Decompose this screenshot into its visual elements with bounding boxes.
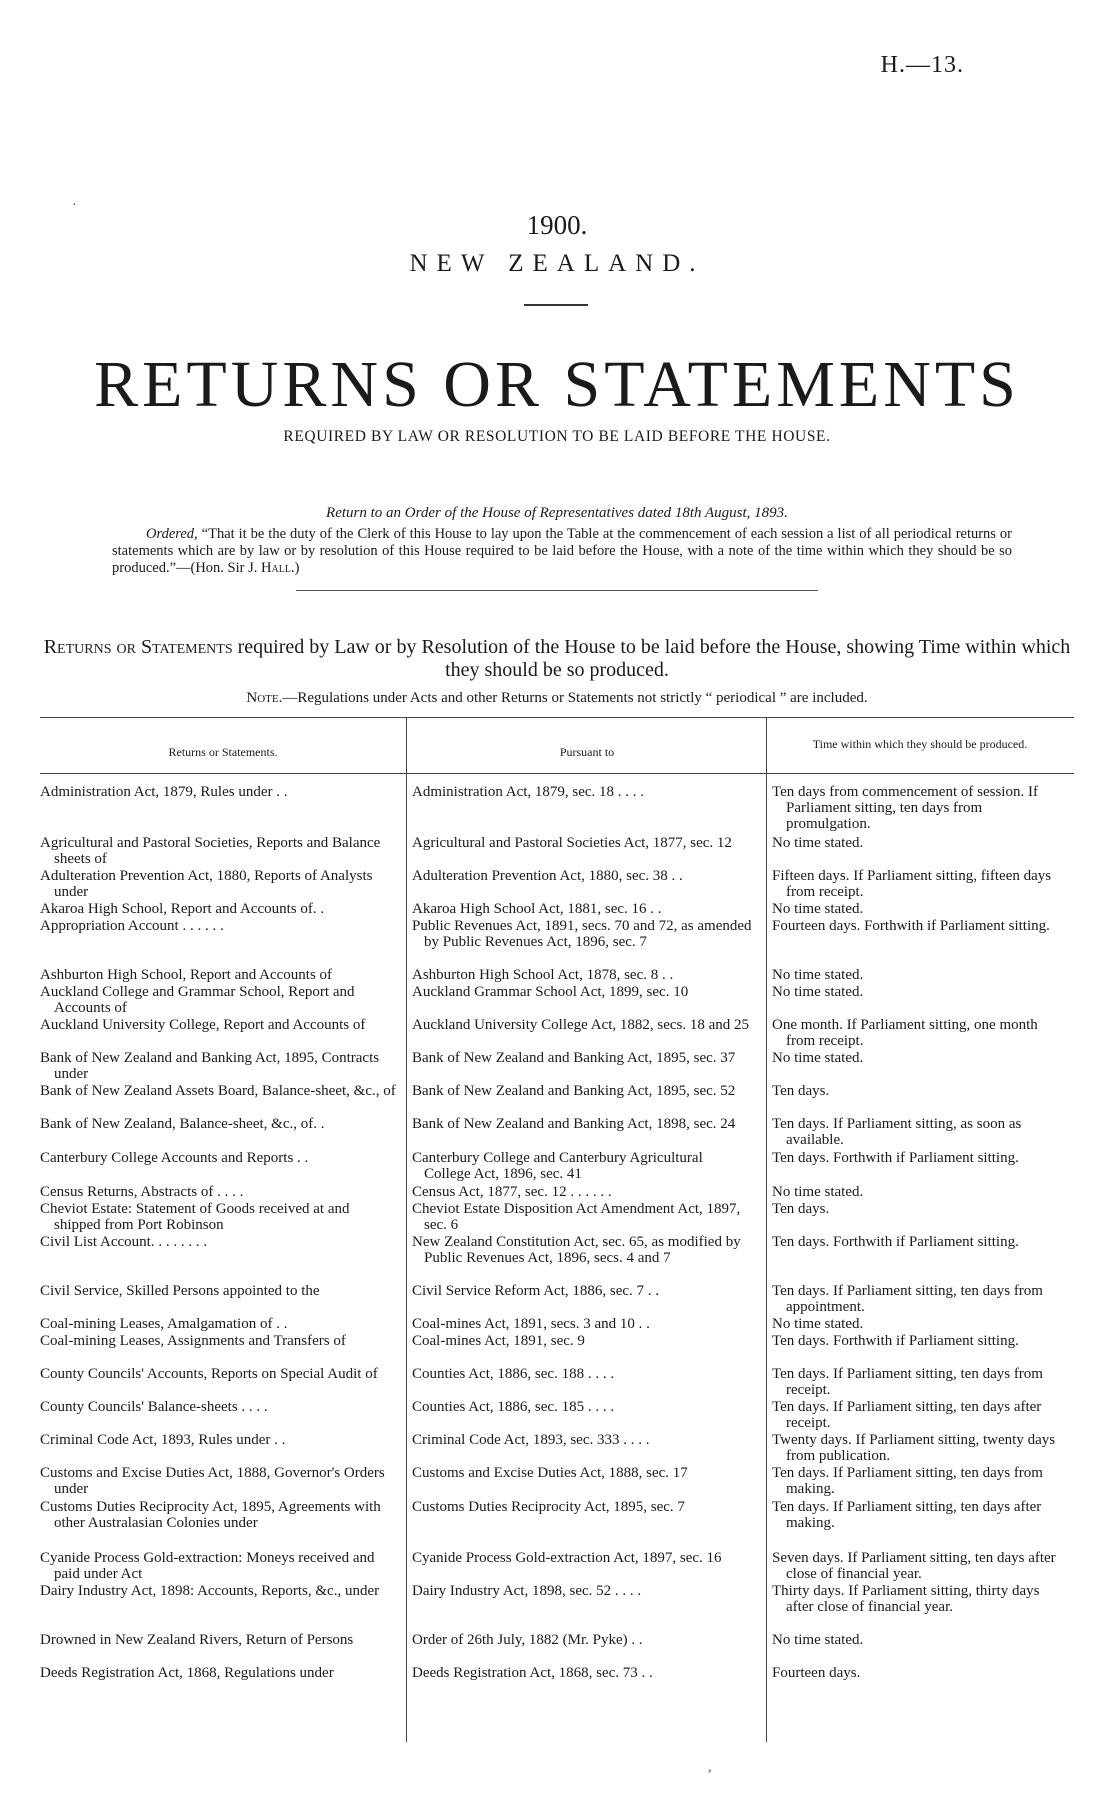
column-divider [406, 717, 407, 1742]
pursuant-to-cell [412, 1499, 752, 1515]
divider [296, 590, 818, 591]
return-statement-cell-text: Criminal Code Act, 1893, Rules under . . [40, 1432, 286, 1448]
time-cell-text: Seven days. If Parliament sitting, ten days after close of financial year. [772, 1550, 1056, 1582]
return-statement-cell-text: County Councils' Balance-sheets . . . . [40, 1399, 268, 1415]
table-title-rest: required by Law or by Resolution of the House to be laid before the House, showing Time within which they should be so produced. [237, 636, 1071, 681]
time-cell-text: Ten days. Forthwith if Parliament sitting. [772, 1234, 1019, 1250]
return-statement-cell [40, 1201, 398, 1233]
pursuant-to-cell-text: New Zealand Constitution Act, sec. 65, as modified by Public Revenues Act, 1896, secs. 4 and 7 [412, 1234, 741, 1266]
return-statement-cell [40, 1665, 398, 1681]
table-title-lead: Returns or Statements [43, 636, 233, 658]
return-statement-cell-text: Deeds Registration Act, 1868, Regulations under [40, 1665, 334, 1681]
return-statement-cell-text: Bank of New Zealand, Balance-sheet, &c., of. . [40, 1116, 325, 1132]
time-cell-text: No time stated. [772, 1050, 864, 1066]
return-statement-cell-text: Cheviot Estate: Statement of Goods received at and shipped from Port Robinson [40, 1201, 350, 1233]
ordered-label: Ordered, [146, 526, 198, 542]
time-cell-text: One month. If Parliament sitting, one month from receipt. [772, 1017, 1038, 1049]
pursuant-to-cell-text: Coal-mines Act, 1891, secs. 3 and 10 . . [412, 1316, 650, 1332]
note-text: —Regulations under Acts and other Returns or Statements not strictly “ periodical ” are included. [282, 690, 868, 706]
time-cell [772, 1234, 1057, 1250]
return-statement-cell-text: Adulteration Prevention Act, 1880, Reports of Analysts under [40, 868, 373, 900]
scan-speck: , [708, 1760, 712, 1775]
return-statement-cell-text: Dairy Industry Act, 1898: Accounts, Reports, &c., under [40, 1583, 380, 1599]
time-cell-text: Ten days. If Parliament sitting, ten days after making. [772, 1499, 1042, 1531]
return-statement-cell [40, 1184, 398, 1200]
return-statement-cell [40, 1432, 398, 1448]
pursuant-to-cell [412, 1234, 752, 1266]
column-header-pursuant: Pursuant to [559, 745, 615, 759]
pursuant-to-cell-text: Cyanide Process Gold-extraction Act, 1897, sec. 16 [412, 1550, 722, 1566]
column-header-time: Time within which they should be produced. [812, 737, 1028, 751]
pursuant-to-cell-text: Dairy Industry Act, 1898, sec. 52 . . . . [412, 1583, 642, 1599]
time-cell [772, 1017, 1057, 1049]
time-cell-text: Ten days. If Parliament sitting, as soon as available. [772, 1116, 1022, 1148]
time-cell-text: Ten days. Forthwith if Parliament sitting. [772, 1150, 1019, 1166]
pursuant-to-cell [412, 1150, 752, 1182]
time-cell [772, 835, 1057, 851]
ordered-paragraph [112, 526, 1012, 577]
page-id: H.—13. [880, 52, 964, 78]
return-statement-cell-text: Cyanide Process Gold-extraction: Moneys received and paid under Act [40, 1550, 375, 1582]
ordered-text: “That it be the duty of the Clerk of this House to lay upon the Table at the commencement of each session a list of all periodical returns or statements which are by law or by resolution of this House required to be laid before the House, with a note of the time within which they should be so produced.”—(Hon. Sir J. [112, 526, 1012, 576]
pursuant-to-cell [412, 868, 752, 884]
time-cell [772, 901, 1057, 917]
time-cell [772, 868, 1057, 900]
pursuant-to-cell [412, 1632, 752, 1648]
return-statement-cell [40, 1632, 398, 1648]
pursuant-to-cell [412, 835, 752, 851]
time-cell [772, 1432, 1057, 1464]
return-statement-cell-text: Bank of New Zealand and Banking Act, 1895, Contracts under [40, 1050, 380, 1082]
time-cell [772, 1316, 1057, 1332]
pursuant-to-cell-text: Counties Act, 1886, sec. 185 . . . . [412, 1399, 615, 1415]
time-cell [772, 984, 1057, 1000]
pursuant-to-cell [412, 1050, 752, 1066]
table-note [0, 690, 1114, 707]
scan-speck: · [72, 198, 77, 213]
return-statement-cell [40, 1366, 398, 1382]
year: 1900. [526, 210, 588, 240]
table-header-rule [40, 773, 1074, 774]
pursuant-to-cell [412, 1366, 752, 1382]
pursuant-to-cell-text: Deeds Registration Act, 1868, sec. 73 . . [412, 1665, 653, 1681]
pursuant-to-cell-text: Canterbury College and Canterbury Agricultural College Act, 1896, sec. 41 [412, 1150, 703, 1182]
pursuant-to-cell [412, 1665, 752, 1681]
return-statement-cell-text: Bank of New Zealand Assets Board, Balance-sheet, &c., of [40, 1083, 396, 1099]
time-cell-text: Ten days. [772, 1201, 830, 1217]
return-statement-cell-text: Akaroa High School, Report and Accounts of. . [40, 901, 325, 917]
pursuant-to-cell-text: Ashburton High School Act, 1878, sec. 8 . . [412, 967, 674, 983]
pursuant-to-cell [412, 1083, 752, 1099]
time-cell-text: No time stated. [772, 1316, 864, 1332]
pursuant-to-cell [412, 1316, 752, 1332]
return-statement-cell [40, 1399, 398, 1415]
pursuant-to-cell [412, 784, 752, 800]
pursuant-to-cell-text: Administration Act, 1879, sec. 18 . . . . [412, 784, 645, 800]
return-statement-cell [40, 1550, 398, 1582]
return-statement-cell [40, 868, 398, 900]
time-cell-text: Ten days. If Parliament sitting, ten days from making. [772, 1465, 1043, 1497]
return-statement-cell [40, 1283, 398, 1299]
pursuant-to-cell-text: Coal-mines Act, 1891, sec. 9 [412, 1333, 585, 1349]
pursuant-to-cell [412, 1184, 752, 1200]
pursuant-to-cell-text: Agricultural and Pastoral Societies Act, 1877, sec. 12 [412, 835, 732, 851]
return-statement-cell [40, 784, 398, 800]
return-statement-cell-text: Customs Duties Reciprocity Act, 1895, Agreements with other Australasian Colonies under [40, 1499, 381, 1531]
return-statement-cell [40, 1083, 398, 1099]
pursuant-to-cell [412, 1116, 752, 1132]
time-cell-text: Ten days. [772, 1083, 830, 1099]
time-cell [772, 1632, 1057, 1648]
pursuant-to-cell [412, 1201, 752, 1233]
time-cell-text: No time stated. [772, 984, 864, 1000]
pursuant-to-cell-text: Auckland Grammar School Act, 1899, sec. 10 [412, 984, 689, 1000]
pursuant-to-cell-text: Customs and Excise Duties Act, 1888, sec. 17 [412, 1465, 688, 1481]
pursuant-to-cell-text: Bank of New Zealand and Banking Act, 1895, sec. 52 [412, 1083, 736, 1099]
divider [524, 304, 588, 306]
return-statement-cell [40, 1150, 398, 1166]
time-cell [772, 1201, 1057, 1217]
return-statement-cell [40, 901, 398, 917]
pursuant-to-cell [412, 918, 752, 950]
return-statement-cell [40, 1465, 398, 1497]
time-cell-text: No time stated. [772, 835, 864, 851]
pursuant-to-cell-text: Civil Service Reform Act, 1886, sec. 7 . . [412, 1283, 660, 1299]
return-statement-cell [40, 1050, 398, 1082]
pursuant-to-cell-text: Public Revenues Act, 1891, secs. 70 and 72, as amended by Public Revenues Act, 1896, sec. 7 [412, 918, 752, 950]
pursuant-to-cell [412, 1432, 752, 1448]
pursuant-to-cell [412, 1583, 752, 1599]
return-statement-cell [40, 918, 398, 934]
return-statement-cell-text: Civil Service, Skilled Persons appointed to the [40, 1283, 320, 1299]
time-cell [772, 1150, 1057, 1166]
pursuant-to-cell [412, 1017, 752, 1033]
pursuant-to-cell-text: Cheviot Estate Disposition Act Amendment Act, 1897, sec. 6 [412, 1201, 741, 1233]
return-statement-cell-text: Auckland University College, Report and Accounts of [40, 1017, 366, 1033]
time-cell [772, 1083, 1057, 1099]
return-statement-cell-text: Appropriation Account . . . . . . [40, 918, 224, 934]
pursuant-to-cell [412, 1283, 752, 1299]
note-label: Note. [246, 690, 283, 706]
pursuant-to-cell-text: Criminal Code Act, 1893, sec. 333 . . . . [412, 1432, 650, 1448]
pursuant-to-cell-text: Akaroa High School Act, 1881, sec. 16 . . [412, 901, 662, 917]
time-cell [772, 1399, 1057, 1431]
time-cell [772, 1184, 1057, 1200]
return-statement-cell [40, 1017, 398, 1033]
return-statement-cell-text: Census Returns, Abstracts of . . . . [40, 1184, 244, 1200]
country: NEW ZEALAND. [409, 250, 705, 277]
return-statement-cell-text: Auckland College and Grammar School, Report and Accounts of [40, 984, 355, 1016]
time-cell [772, 1550, 1057, 1582]
pursuant-to-cell-text: Customs Duties Reciprocity Act, 1895, sec. 7 [412, 1499, 685, 1515]
ordered-end: .) [290, 560, 300, 576]
pursuant-to-cell-text: Auckland University College Act, 1882, secs. 18 and 25 [412, 1017, 750, 1033]
return-statement-cell-text: Agricultural and Pastoral Societies, Reports and Balance sheets of [40, 835, 381, 867]
return-statement-cell-text: Civil List Account. . . . . . . . [40, 1234, 208, 1250]
pursuant-to-cell [412, 901, 752, 917]
pursuant-to-cell-text: Counties Act, 1886, sec. 188 . . . . [412, 1366, 615, 1382]
return-statement-cell-text: Canterbury College Accounts and Reports . . [40, 1150, 309, 1166]
return-statement-cell-text: Customs and Excise Duties Act, 1888, Governor's Orders under [40, 1465, 385, 1497]
time-cell-text: Fifteen days. If Parliament sitting, fifteen days from receipt. [772, 868, 1052, 900]
return-statement-cell-text: Ashburton High School, Report and Accounts of [40, 967, 333, 983]
time-cell-text: Thirty days. If Parliament sitting, thirty days after close of financial year. [772, 1583, 1040, 1615]
time-cell [772, 1366, 1057, 1398]
time-cell-text: Fourteen days. Forthwith if Parliament sitting. [772, 918, 1050, 934]
time-cell-text: No time stated. [772, 1632, 864, 1648]
pursuant-to-cell [412, 1550, 752, 1566]
time-cell [772, 1499, 1057, 1531]
time-cell [772, 967, 1057, 983]
return-statement-cell-text: Coal-mining Leases, Assignments and Transfers of [40, 1333, 346, 1349]
time-cell-text: Ten days. If Parliament sitting, ten days after receipt. [772, 1399, 1042, 1431]
pursuant-to-cell-text: Order of 26th July, 1882 (Mr. Pyke) . . [412, 1632, 643, 1648]
pursuant-to-cell-text: Census Act, 1877, sec. 12 . . . . . . [412, 1184, 612, 1200]
pursuant-to-cell-text: Bank of New Zealand and Banking Act, 1895, sec. 37 [412, 1050, 736, 1066]
return-statement-cell [40, 835, 398, 867]
return-statement-cell-text: County Councils' Accounts, Reports on Special Audit of [40, 1366, 378, 1382]
time-cell-text: No time stated. [772, 901, 864, 917]
return-statement-cell [40, 1316, 398, 1332]
return-statement-cell-text: Administration Act, 1879, Rules under . . [40, 784, 288, 800]
subtitle: REQUIRED BY LAW OR RESOLUTION TO BE LAID BEFORE THE HOUSE. [283, 428, 831, 445]
time-cell-text: Ten days from commencement of session. If Parliament sitting, ten days from promulgation. [772, 784, 1038, 832]
time-cell [772, 1465, 1057, 1497]
table-title [40, 636, 1074, 682]
return-statement-cell [40, 1583, 398, 1599]
return-statement-cell-text: Drowned in New Zealand Rivers, Return of Persons [40, 1632, 354, 1648]
page-title: RETURNS OR STATEMENTS [94, 348, 1020, 421]
return-statement-cell [40, 984, 398, 1016]
column-header-returns: Returns or Statements. [168, 745, 278, 759]
time-cell-text: Twenty days. If Parliament sitting, twenty days from publication. [772, 1432, 1056, 1464]
return-statement-cell [40, 1234, 398, 1250]
pursuant-to-cell [412, 1399, 752, 1415]
time-cell-text: No time stated. [772, 967, 864, 983]
time-cell-text: Ten days. If Parliament sitting, ten days from appointment. [772, 1283, 1043, 1315]
table-top-rule [40, 717, 1074, 718]
return-statement-cell [40, 967, 398, 983]
pursuant-to-cell [412, 984, 752, 1000]
time-cell-text: No time stated. [772, 1184, 864, 1200]
time-cell [772, 1116, 1057, 1148]
time-cell [772, 1583, 1057, 1615]
pursuant-to-cell-text: Adulteration Prevention Act, 1880, sec. 38 . . [412, 868, 683, 884]
time-cell-text: Ten days. If Parliament sitting, ten days from receipt. [772, 1366, 1043, 1398]
pursuant-to-cell [412, 967, 752, 983]
time-cell-text: Fourteen days. [772, 1665, 861, 1681]
return-statement-cell [40, 1333, 398, 1349]
time-cell-text: Ten days. Forthwith if Parliament sitting. [772, 1333, 1019, 1349]
pursuant-to-cell-text: Bank of New Zealand and Banking Act, 1898, sec. 24 [412, 1116, 736, 1132]
time-cell [772, 1050, 1057, 1066]
time-cell [772, 1283, 1057, 1315]
ordered-name: Hall [261, 560, 291, 576]
return-statement-cell [40, 1499, 398, 1531]
pursuant-to-cell [412, 1333, 752, 1349]
pursuant-to-cell [412, 1465, 752, 1481]
return-statement-cell-text: Coal-mining Leases, Amalgamation of . . [40, 1316, 288, 1332]
time-cell [772, 1333, 1057, 1349]
time-cell [772, 784, 1057, 832]
return-statement-cell [40, 1116, 398, 1132]
time-cell [772, 918, 1057, 934]
return-order-line: Return to an Order of the House of Representatives dated 18th August, 1893. [326, 505, 788, 521]
column-divider [766, 717, 767, 1742]
time-cell [772, 1665, 1057, 1681]
